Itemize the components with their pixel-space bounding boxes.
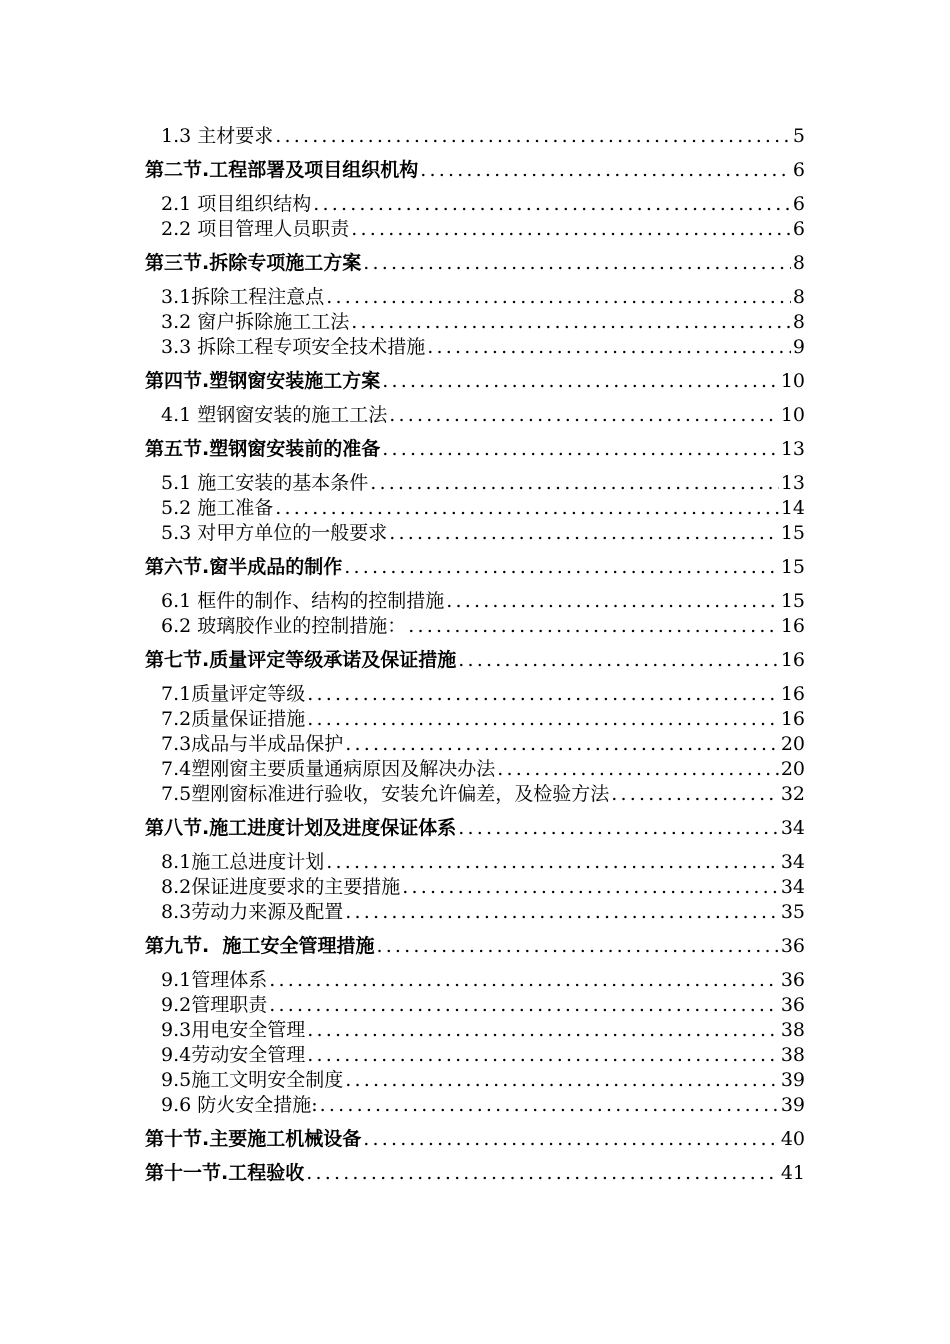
toc-entry-number: 第二节.: [145, 159, 210, 181]
toc-subsection-entry[interactable]: [161, 782, 805, 806]
toc-entry-number: 3.1: [161, 286, 192, 308]
toc-entry-number: 第九节.: [145, 935, 210, 957]
toc-entry-number: 9.4: [161, 1044, 192, 1066]
toc-entry-number: 7.3: [161, 733, 192, 755]
toc-page-number: 10: [780, 404, 805, 426]
toc-subsection-entry[interactable]: [161, 124, 805, 148]
toc-dot-leader: [324, 850, 779, 874]
toc-dot-leader: [349, 310, 791, 334]
toc-section-entry[interactable]: [145, 437, 805, 461]
toc-page-number: 15: [780, 590, 805, 612]
toc-entry-title: 玻璃胶作业的控制措施：: [197, 615, 407, 637]
toc-entry-title: 工程部署及项目组织机构: [209, 159, 419, 181]
toc-page-number: 16: [780, 683, 805, 705]
toc-entry-title: 拆除专项施工方案: [209, 252, 362, 274]
toc-page-number: 35: [780, 901, 805, 923]
toc-section-entry[interactable]: [145, 158, 805, 182]
toc-subsection-entry[interactable]: [161, 732, 805, 756]
toc-dot-leader: [267, 968, 779, 992]
toc-dot-leader: [342, 555, 779, 579]
toc-page-number: 6: [792, 159, 805, 181]
toc-subsection-entry[interactable]: [161, 496, 805, 520]
toc-dot-leader: [343, 1068, 779, 1092]
toc-page-number: 38: [780, 1019, 805, 1041]
toc-page-number: 40: [780, 1128, 805, 1150]
toc-entry-number: 7.4: [161, 758, 192, 780]
toc-entry-number: 8.2: [161, 876, 192, 898]
toc-dot-leader: [304, 1161, 779, 1185]
toc-entry-title: 塑钢窗安装的施工工法: [197, 404, 388, 426]
toc-entry-title: 塑钢窗安装前的准备: [209, 438, 381, 460]
toc-entry-title: 框件的制作、结构的控制措施: [197, 590, 445, 612]
toc-entry-number: 7.1: [161, 683, 192, 705]
toc-subsection-entry[interactable]: [161, 757, 805, 781]
toc-entry-title: 拆除工程专项安全技术措施: [197, 336, 426, 358]
toc-page-number: 13: [780, 438, 805, 460]
toc-dot-leader: [273, 496, 779, 520]
toc-page-number: 34: [780, 817, 805, 839]
toc-section-entry[interactable]: [145, 934, 805, 958]
toc-subsection-entry[interactable]: [161, 471, 805, 495]
toc-entry-number: 第五节.: [145, 438, 210, 460]
toc-dot-leader: [361, 251, 791, 275]
toc-dot-leader: [305, 1018, 779, 1042]
toc-page-number: 8: [792, 252, 805, 274]
toc-dot-leader: [380, 369, 779, 393]
toc-dot-leader: [444, 589, 779, 613]
toc-page-number: 16: [780, 615, 805, 637]
toc-section-entry[interactable]: [145, 369, 805, 393]
toc-dot-leader: [609, 782, 779, 806]
toc-entry-title: 管理体系: [191, 969, 268, 991]
toc-subsection-entry[interactable]: [161, 993, 805, 1017]
toc-subsection-entry[interactable]: [161, 900, 805, 924]
toc-entry-title: 工程验收: [228, 1162, 305, 1184]
toc-dot-leader: [400, 875, 779, 899]
toc-dot-leader: [456, 648, 779, 672]
toc-entry-title: 管理职责: [191, 994, 268, 1016]
toc-subsection-entry[interactable]: [161, 614, 805, 638]
toc-entry-title: 防火安全措施:: [197, 1094, 318, 1116]
toc-entry-number: 5.3: [161, 522, 192, 544]
toc-page-number: 15: [780, 556, 805, 578]
toc-subsection-entry[interactable]: [161, 707, 805, 731]
toc-entry-number: 5.1: [161, 472, 192, 494]
toc-subsection-entry[interactable]: [161, 875, 805, 899]
toc-subsection-entry[interactable]: [161, 217, 805, 241]
toc-entry-title: 主材要求: [197, 125, 274, 147]
toc-entry-title: 塑刚窗标准进行验收，安装允许偏差，及检验方法: [191, 783, 610, 805]
toc-entry-number: 3.3: [161, 336, 192, 358]
toc-page-number: 9: [792, 336, 805, 358]
toc-entry-number: 第六节.: [145, 556, 210, 578]
toc-entry-number: 7.5: [161, 783, 192, 805]
toc-section-entry[interactable]: [145, 648, 805, 672]
toc-entry-number: 第三节.: [145, 252, 210, 274]
toc-page-number: 41: [780, 1162, 805, 1184]
toc-entry-number: 第八节.: [145, 817, 210, 839]
toc-page-number: 5: [792, 125, 805, 147]
toc-dot-leader: [267, 993, 779, 1017]
toc-entry-title: 劳动安全管理: [191, 1044, 306, 1066]
toc-page-number: 36: [780, 969, 805, 991]
toc-entry-number: 1.3: [161, 125, 192, 147]
toc-subsection-entry[interactable]: [161, 682, 805, 706]
toc-entry-title: 施工准备: [197, 497, 274, 519]
toc-section-entry[interactable]: [145, 816, 805, 840]
toc-entry-number: 第十节.: [145, 1128, 210, 1150]
toc-entry-title: 质量评定等级: [191, 683, 306, 705]
toc-page-number: 20: [780, 758, 805, 780]
toc-entry-number: 9.6: [161, 1094, 192, 1116]
toc-dot-leader: [418, 158, 791, 182]
toc-page-number: 13: [780, 472, 805, 494]
toc-page-number: 16: [780, 649, 805, 671]
toc-dot-leader: [305, 682, 779, 706]
toc-entry-number: 5.2: [161, 497, 192, 519]
toc-entry-number: 9.1: [161, 969, 192, 991]
toc-page-number: 36: [780, 994, 805, 1016]
toc-entry-number: 第四节.: [145, 370, 210, 392]
toc-section-entry[interactable]: [145, 1127, 805, 1151]
toc-entry-number: 2.1: [161, 193, 192, 215]
toc-entry-title: 施工总进度计划: [191, 851, 325, 873]
toc-page-number: 32: [780, 783, 805, 805]
toc-page-number: 6: [792, 218, 805, 240]
toc-subsection-entry[interactable]: [161, 335, 805, 359]
toc-page-number: 36: [780, 935, 805, 957]
toc-entry-title: 成品与半成品保护: [191, 733, 344, 755]
toc-subsection-entry[interactable]: [161, 192, 805, 216]
toc-dot-leader: [495, 757, 779, 781]
toc-entry-title: 质量保证措施: [191, 708, 306, 730]
toc-subsection-entry[interactable]: [161, 1068, 805, 1092]
toc-entry-title: 主要施工机械设备: [209, 1128, 362, 1150]
toc-entry-title: 保证进度要求的主要措施: [191, 876, 401, 898]
toc-page-number: 38: [780, 1044, 805, 1066]
toc-dot-leader: [456, 816, 779, 840]
toc-entry-number: 2.2: [161, 218, 192, 240]
toc-entry-title: 施工文明安全制度: [191, 1069, 344, 1091]
toc-dot-leader: [374, 934, 778, 958]
toc-subsection-entry[interactable]: [161, 968, 805, 992]
toc-dot-leader: [318, 1093, 779, 1117]
toc-page-number: 10: [780, 370, 805, 392]
toc-subsection-entry[interactable]: [161, 1018, 805, 1042]
toc-dot-leader: [305, 1043, 779, 1067]
toc-page-number: 34: [780, 851, 805, 873]
toc-page-number: 6: [792, 193, 805, 215]
toc-entry-title: 拆除工程注意点: [191, 286, 325, 308]
toc-dot-leader: [324, 285, 791, 309]
toc-page-number: 39: [780, 1069, 805, 1091]
toc-dot-leader: [380, 437, 779, 461]
toc-dot-leader: [349, 217, 791, 241]
toc-page-number: 8: [792, 311, 805, 333]
toc-dot-leader: [387, 403, 779, 427]
toc-subsection-entry[interactable]: [161, 1093, 805, 1117]
toc-page-number: 16: [780, 708, 805, 730]
toc-entry-number: 9.2: [161, 994, 192, 1016]
toc-entry-title: 劳动力来源及配置: [191, 901, 344, 923]
toc-entry-title: 窗半成品的制作: [209, 556, 343, 578]
toc-entry-number: 8.1: [161, 851, 192, 873]
toc-subsection-entry[interactable]: [161, 589, 805, 613]
toc-dot-leader: [425, 335, 791, 359]
toc-subsection-entry[interactable]: [161, 310, 805, 334]
toc-entry-number: 3.2: [161, 311, 192, 333]
toc-entry-number: 6.1: [161, 590, 192, 612]
toc-entry-title: 施工安全管理措施: [209, 935, 375, 957]
toc-entry-title: 项目组织结构: [197, 193, 312, 215]
toc-dot-leader: [361, 1127, 779, 1151]
toc-entry-number: 9.5: [161, 1069, 192, 1091]
toc-entry-title: 用电安全管理: [191, 1019, 306, 1041]
toc-entry-number: 7.2: [161, 708, 192, 730]
toc-entry-number: 8.3: [161, 901, 192, 923]
toc-dot-leader: [311, 192, 791, 216]
toc-subsection-entry[interactable]: [161, 850, 805, 874]
toc-entry-number: 9.3: [161, 1019, 192, 1041]
toc-entry-title: 施工安装的基本条件: [197, 472, 369, 494]
toc-entry-title: 塑钢窗安装施工方案: [209, 370, 381, 392]
toc-page-number: 14: [780, 497, 805, 519]
toc-entry-number: 第十一节.: [145, 1162, 229, 1184]
toc-dot-leader: [343, 732, 779, 756]
toc-entry-title: 质量评定等级承诺及保证措施: [209, 649, 457, 671]
toc-entry-number: 6.2: [161, 615, 192, 637]
toc-dot-leader: [368, 471, 779, 495]
toc-entry-number: 4.1: [161, 404, 192, 426]
toc-subsection-entry[interactable]: [161, 521, 805, 545]
toc-page-number: 15: [780, 522, 805, 544]
toc-page-number: 8: [792, 286, 805, 308]
toc-page-number: 39: [780, 1094, 805, 1116]
toc-section-entry[interactable]: [145, 1161, 805, 1185]
toc-section-entry[interactable]: [145, 555, 805, 579]
toc-entry-title: 窗户拆除施工工法: [197, 311, 350, 333]
toc-page-number: 20: [780, 733, 805, 755]
toc-entry-title: 施工进度计划及进度保证体系: [209, 817, 457, 839]
toc-subsection-entry[interactable]: [161, 285, 805, 309]
toc-subsection-entry[interactable]: [161, 1043, 805, 1067]
toc-page-number: 34: [780, 876, 805, 898]
toc-subsection-entry[interactable]: [161, 403, 805, 427]
toc-dot-leader: [305, 707, 779, 731]
toc-dot-leader: [387, 521, 779, 545]
toc-section-entry[interactable]: [145, 251, 805, 275]
toc-entry-number: 第七节.: [145, 649, 210, 671]
toc-dot-leader: [273, 124, 791, 148]
toc-dot-leader: [406, 614, 779, 638]
toc-entry-title: 对甲方单位的一般要求: [197, 522, 388, 544]
toc-entry-title: 项目管理人员职责: [197, 218, 350, 240]
toc-dot-leader: [343, 900, 779, 924]
toc-entry-title: 塑刚窗主要质量通病原因及解决办法: [191, 758, 496, 780]
